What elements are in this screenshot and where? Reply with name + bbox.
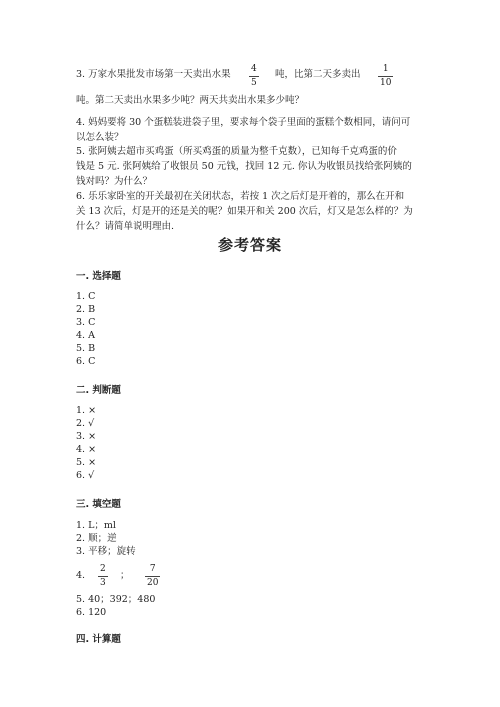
answer-fraction-1 bbox=[98, 564, 108, 589]
fraction-bar bbox=[145, 576, 160, 577]
section-heading-choice: 一. 选择题 bbox=[76, 271, 121, 282]
answer-item: 2. B bbox=[76, 304, 96, 315]
fraction-bar bbox=[98, 576, 108, 577]
question-5-line-1: 5. 张阿姨去超市买鸡蛋（所买鸡蛋的质量为整千克数），已知每千克鸡蛋的价 bbox=[76, 146, 397, 157]
answer-item: 3. × bbox=[76, 431, 97, 442]
answer-item: 4. A bbox=[76, 330, 95, 341]
question-4-line-1: 4. 妈妈要将 30 个蛋糕装进袋子里，要求每个袋子里面的蛋糕个数相同，请问可 bbox=[76, 117, 411, 128]
question-3-text-part2: 吨，比第二天多卖出 bbox=[275, 69, 361, 80]
question-6-line-2: 关 13 次后，灯是开的还是关的呢？如果开和关 200 次后，灯又是怎么样的？为 bbox=[76, 206, 413, 217]
answer-item: 6. 120 bbox=[76, 607, 107, 618]
question-5-line-2: 钱是 5 元. 张阿姨给了收银员 50 元钱，找回 12 元. 你认为收银员找给张阿姨的 bbox=[76, 161, 412, 172]
answer-item: 5. × bbox=[76, 457, 97, 468]
answer-fraction-2 bbox=[145, 564, 160, 589]
answer-item: 6. C bbox=[76, 356, 96, 367]
answer-title: 参考答案 bbox=[217, 236, 282, 254]
question-4-line-2: 以怎么装？ bbox=[76, 132, 124, 143]
fraction-denominator: 5 bbox=[251, 78, 257, 88]
section-heading-calculation: 四. 计算题 bbox=[76, 634, 121, 645]
fraction-numerator: 4 bbox=[251, 64, 257, 74]
answer-item: 5. 40；392；480 bbox=[76, 594, 156, 605]
question-3-text-part3: 吨。第二天卖出水果多少吨？两天共卖出水果多少吨？ bbox=[76, 95, 305, 106]
answer-item: 3. 平移；旋转 bbox=[76, 546, 136, 557]
answer-item: 1. × bbox=[76, 405, 97, 416]
answer-item: 2. √ bbox=[76, 418, 95, 429]
fraction-bar bbox=[249, 76, 259, 77]
question-3-text-part1: 3. 万家水果批发市场第一天卖出水果 bbox=[76, 69, 231, 80]
fraction-denominator: 10 bbox=[380, 78, 392, 88]
section-heading-judgement: 二. 判断题 bbox=[76, 385, 121, 396]
answer-item: 1. L；ml bbox=[76, 520, 116, 531]
section-heading-fill-blank: 三. 填空题 bbox=[76, 499, 121, 510]
fraction-denominator: 3 bbox=[100, 578, 106, 588]
fraction-bar bbox=[378, 76, 393, 77]
fraction-numerator: 1 bbox=[382, 64, 389, 74]
answer-item-label: 4. bbox=[76, 570, 86, 581]
answer-separator: ； bbox=[120, 570, 130, 581]
answer-item: 5. B bbox=[76, 343, 96, 354]
question-6-line-3: 什么？请简单说明理由. bbox=[76, 221, 175, 232]
answer-item: 3. C bbox=[76, 317, 96, 328]
question-3-fraction-1 bbox=[249, 64, 259, 89]
fraction-denominator: 20 bbox=[147, 578, 159, 588]
answer-item: 2. 顺；逆 bbox=[76, 533, 117, 544]
answer-item: 6. √ bbox=[76, 470, 95, 481]
question-3-fraction-2 bbox=[378, 64, 393, 89]
question-6-line-1: 6. 乐乐家卧室的开关最初在关闭状态，若按 1 次之后灯是开着的，那么在开和 bbox=[76, 191, 405, 202]
question-5-line-3: 钱对吗？为什么？ bbox=[76, 176, 153, 187]
fraction-numerator: 7 bbox=[149, 564, 156, 574]
answer-item: 1. C bbox=[76, 291, 96, 302]
fraction-numerator: 2 bbox=[100, 564, 106, 574]
answer-item: 4. × bbox=[76, 444, 97, 455]
